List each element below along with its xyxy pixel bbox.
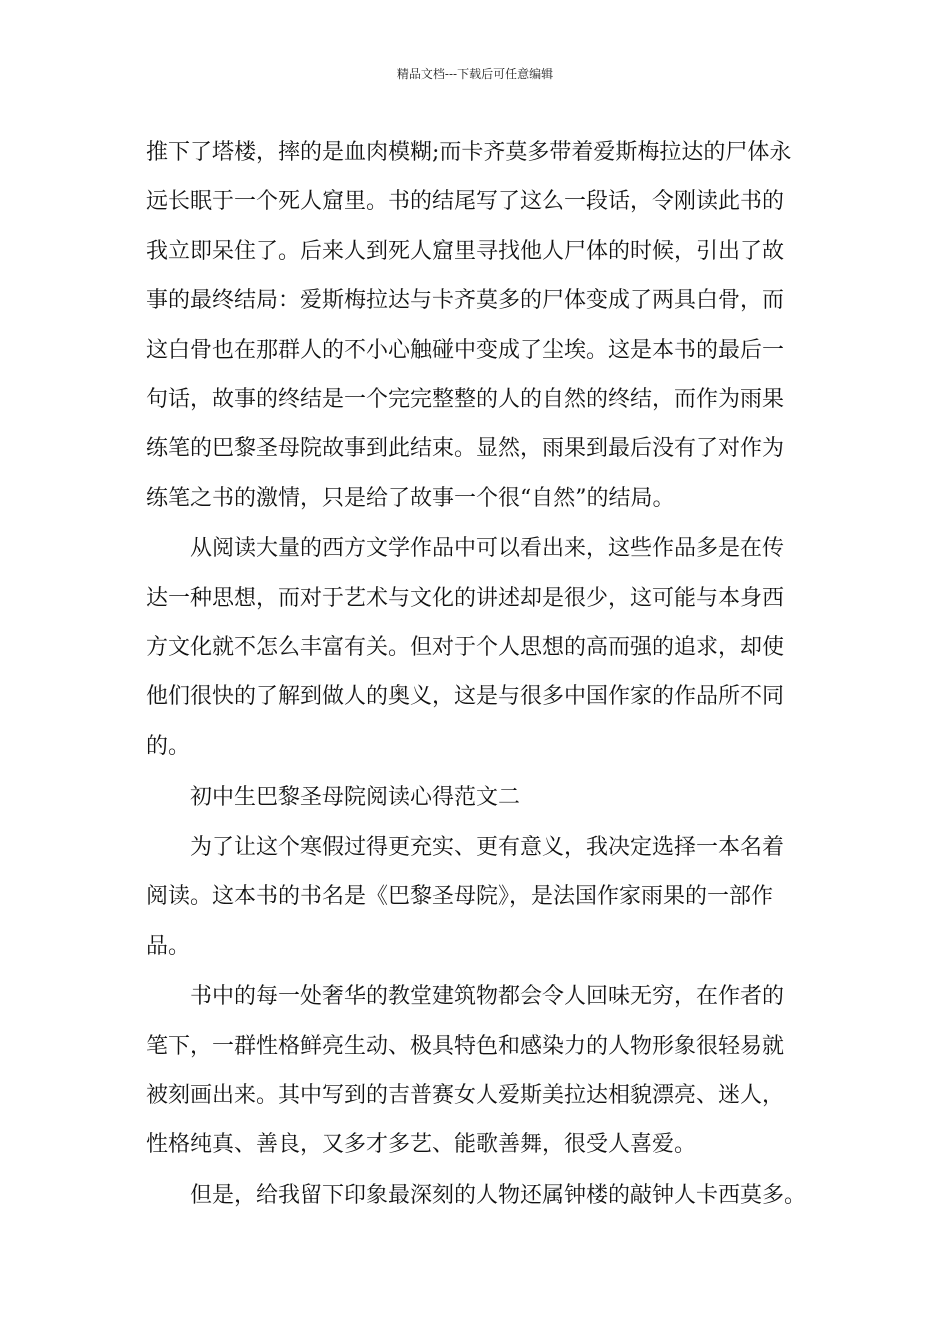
text-line: 笔下，一群性格鲜亮生动、极具特色和感染力的人物形象很轻易就 [146, 1034, 785, 1059]
text-line: 推下了塔楼，摔的是血肉模糊;而卡齐莫多带着爱斯梅拉达的尸体永 [146, 140, 792, 165]
text-line: 被刻画出来。其中写到的吉普赛女人爱斯美拉达相貌漂亮、迷人， [146, 1083, 785, 1108]
text-line: 品。 [146, 934, 191, 959]
text-line: 阅读。这本书的书名是《巴黎圣母院》，是法国作家雨果的一部作 [146, 884, 774, 909]
page-header: 精品文档---下载后可任意编辑 [396, 67, 554, 81]
section-heading: 初中生巴黎圣母院阅读心得范文二 [190, 785, 521, 810]
text-line: 练笔之书的激情，只是给了故事一个很“自然”的结局。 [146, 486, 675, 511]
text-line: 远长眠于一个死人窟里。书的结尾写了这么一段话，令刚读此书的 [146, 189, 785, 214]
text-line: 达一种思想，而对于艺术与文化的讲述却是很少，这可能与本身西 [146, 586, 785, 611]
text-line: 这白骨也在那群人的不小心触碰中变成了尘埃。这是本书的最后一 [146, 338, 785, 363]
text-line: 为了让这个寒假过得更充实、更有意义，我决定选择一本名着 [190, 835, 785, 860]
text-line: 方文化就不怎么丰富有关。但对于个人思想的高而强的追求，却使 [146, 635, 785, 660]
text-line: 的。 [146, 734, 191, 759]
text-line: 从阅读大量的西方文学作品中可以看出来，这些作品多是在传 [190, 536, 785, 561]
text-line: 句话，故事的终结是一个完完整整的人的自然的终结，而作为雨果 [146, 387, 785, 412]
text-line: 书中的每一处奢华的教堂建筑物都会令人回味无穷，在作者的 [190, 984, 785, 1009]
text-line: 性格纯真、善良，又多才多艺、能歌善舞，很受人喜爱。 [146, 1132, 697, 1157]
text-line: 他们很快的了解到做人的奥义，这是与很多中国作家的作品所不同 [146, 684, 785, 709]
text-line: 事的最终结局：爱斯梅拉达与卡齐莫多的尸体变成了两具白骨，而 [146, 288, 785, 313]
text-line: 但是，给我留下印象最深刻的人物还属钟楼的敲钟人卡西莫多。 [190, 1183, 807, 1208]
text-line: 练笔的巴黎圣母院故事到此结束。显然，雨果到最后没有了对作为 [146, 436, 785, 461]
text-line: 我立即呆住了。后来人到死人窟里寻找他人尸体的时候，引出了故 [146, 239, 785, 264]
